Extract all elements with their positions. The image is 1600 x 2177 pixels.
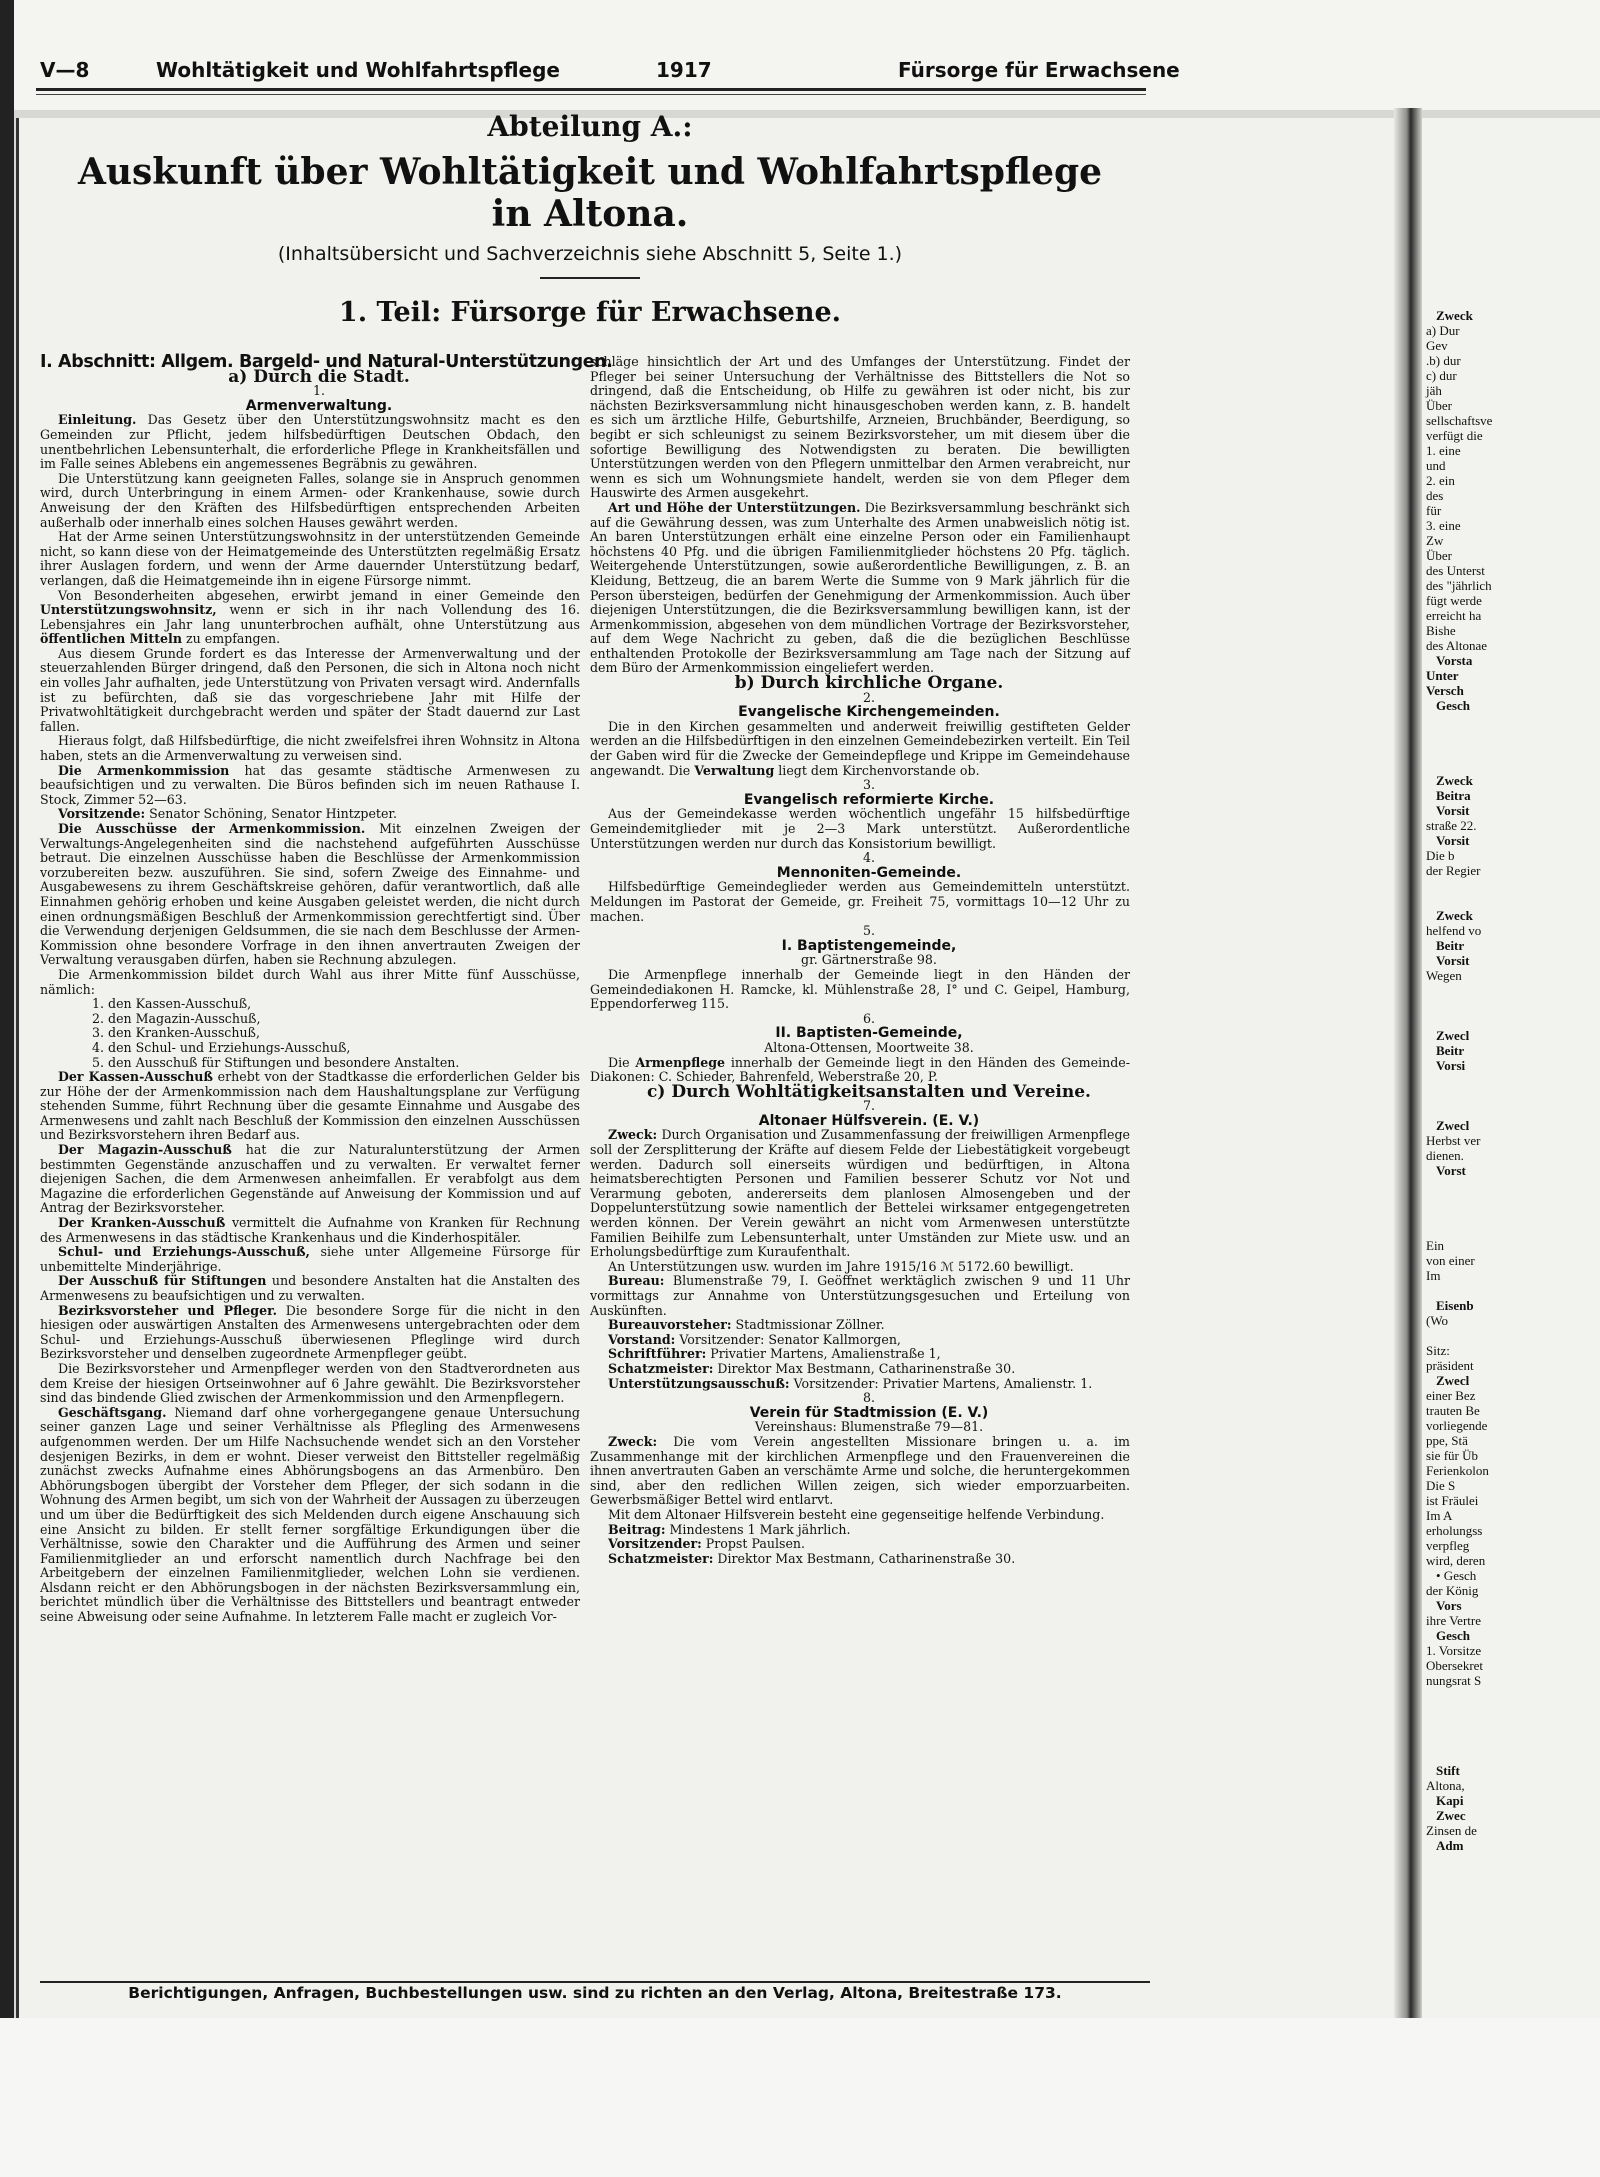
facing-page-fragment: Gesch — [1436, 1628, 1470, 1643]
facing-page-fragment: Vorsit — [1436, 833, 1470, 848]
facing-page-fragment: Zweck — [1436, 908, 1473, 923]
facing-page-fragment: Bishe — [1426, 623, 1456, 638]
paragraph: Vorstand: Vorsitzender: Senator Kallmorgen, — [608, 1331, 901, 1347]
part-title: 1. Teil: Fürsorge für Erwachsene. — [338, 297, 842, 328]
book-title: Wohltätigkeit und Wohlfahrtspflege — [156, 58, 560, 82]
paragraph: Hilfsbedürftige Gemeindeglieder werden aus Gemeindemitteln unterstützt. Meldungen im Pastorat der Gemeide, gr. Freiheit 75, vormittags 10—12 Uhr zu machen. — [590, 879, 1130, 924]
paragraph: Art und Höhe der Unterstützungen. Die Bezirksversammlung beschränkt sich auf die Gewährung dessen, was zum Unterhalte des Armen unabweislich nötig ist. An baren Unterstützungen erhält eine einzelne Person oder ein Familienhaupt höchstens 40 Pfg. und die übrigen Familienmitglieder höchstens 20 Pfg. täglich. Weitergehende Unterstützungen, sowie außerordentliche Bewilligungen, z. B. an Kleidung, Bettzeug, die an barem Werte die Summe von 9 Mark jährlich für die Person übersteigen, bedürfen der Genehmigung der Armenkommission. Auch über diejenigen Unterstützungen, die die Bezirksversammlung bewilligen kann, ist der Armenkommission, abgesehen von dem mündlichen Vortrage der Bezirksvorsteher, auf dem Wege Nachricht zu geben, daß die die bezüglichen Beschlüsse enthaltenden Protokolle der Bezirksversammlung am Tage nach der Sitzung auf dem Büro der Armenkommission eingeliefert werden. — [590, 499, 1130, 676]
paragraph: Die Armenpflege innerhalb der Gemeinde liegt in den Händen der Gemeindediakonen H. Ramcke, kl. Mühlenstraße 28, I° und C. Geipel, Hamburg, Eppendorferweg 115. — [590, 966, 1130, 1012]
facing-page-fragment: der König — [1426, 1583, 1479, 1598]
publisher-footer: Berichtigungen, Anfragen, Buchbestellungen usw. sind zu richten an den Verlag, Altona, Breitestraße 173. — [128, 1984, 1062, 2002]
paragraph: Zweck: Durch Organisation und Zusammenfassung der freiwilligen Armenpflege soll der Zersplitterung der Kräfte auf diesem Felde der Liebestätigkeit vorgebeugt werden. Dadurch soll einerseits würdigen und bedürftigen, in Altona heimatsberechtigten Personen und Familien besserer Schutz vor Not und Verarmung geboten, andererseits dem planlosen Almosengeben und der Doppelunterstützung sowie namentlich der Bettelei wirksamer entgegengetreten werden können. Der Verein gewährt an nicht vom Armenwesen unterstützte Familien Beihilfe zum Lebensunterhalt, unter Umständen zur Miete usw. und an Erholungsbedürftige zum Kuraufenthalt. — [590, 1127, 1130, 1260]
section-a-heading: a) Durch die Stadt. — [228, 366, 410, 387]
facing-page-fragment: verfügt die — [1426, 428, 1483, 443]
facing-page-fragment: Stift — [1436, 1763, 1460, 1778]
paragraph: Bureauvorsteher: Stadtmissionar Zöllner. — [608, 1317, 885, 1333]
paragraph: Der Magazin-Ausschuß hat die zur Naturalunterstützung der Armen bestimmten Gegenstände anzuschaffen und zu verwalten. Er verwaltet ferner diejenigen Sachen, die dem Armenwesen anheimfallen. Er verabfolgt aus dem Magazine die erforderlichen Gegenstände auf Anweisung der Kommission und auf Antrag der Bezirksvorsteher. — [40, 1142, 580, 1216]
facing-page-fragment: • Gesch — [1436, 1568, 1477, 1583]
facing-page-fragment: Beitra — [1436, 788, 1471, 803]
paragraph: Die Unterstützung kann geeigneten Falles, solange sie in Anspruch genommen wird, durch Unterbringung in einem Armen- oder Krankenhause, sowie durch Anweisung der den Kräften des Hilfsbedürftigen entsprechenden Arbeiten außerhalb oder innerhalb eines solchen Hauses gewährt werden. — [40, 470, 580, 530]
paragraph: Einleitung. Das Gesetz über den Unterstützungswohnsitz macht es den Gemeinden zur Pflicht, jedem hilfsbedürftigen Deutschen Obdach, den unentbehrlichen Lebensunterhalt, die erforderliche Pflege in Krankheitsfällen und im Falle seines Ablebens ein angemessenes Begräbnis zu gewähren. — [40, 412, 580, 472]
facing-page-fragment: ihre Vertre — [1426, 1613, 1481, 1628]
facing-page-fragment: Eisenb — [1436, 1298, 1474, 1313]
facing-page-fragment: Ferienkolon — [1426, 1463, 1489, 1478]
section-c-heading: c) Durch Wohltätigkeitsanstalten und Vereine. — [647, 1081, 1091, 1102]
org-heading: I. Baptistengemeinde, — [781, 937, 957, 954]
entry-number: 4. — [862, 850, 876, 866]
facing-page-fragment: Vors — [1436, 1598, 1462, 1613]
facing-page-fragment: Die S — [1426, 1478, 1456, 1493]
facing-page-fragment: vorliegende — [1426, 1418, 1488, 1433]
right-column — [590, 355, 1130, 1566]
entry-number: 1. — [312, 383, 326, 399]
facing-page-fragment: Zweck — [1436, 773, 1473, 788]
facing-page-fragment: Über — [1426, 548, 1452, 563]
facing-page-fragment: einer Bez — [1426, 1388, 1476, 1403]
facing-page-fragment: nungsrat S — [1426, 1673, 1482, 1688]
entry-number: 5. — [862, 923, 876, 939]
paragraph: Aus diesem Grunde fordert es das Interesse der Armenverwaltung und der steuerzahlenden Bürger dringend, daß den Personen, die sich in Altona noch nicht ein volles Jahr aufhalten, jede Unterstützung von Privaten versagt wird. Andernfalls ist zu befürchten, daß sie das vorgeschriebene Jahr mit Hilfe der Privatwohltätigkeit durchgebracht werden und später der Stadt dauernd zur Last fallen. — [40, 645, 580, 734]
running-header — [28, 50, 1180, 90]
paragraph: Aus der Gemeindekasse werden wöchentlich ungefähr 15 hilfsbedürftige Gemeindemitglieder mit je 2—3 Mark unterstützt. Außerordentliche Unterstützungen werden nur durch das Konsistorium bewilligt. — [590, 806, 1130, 851]
list-item: 1. den Kassen-Ausschuß, — [92, 996, 252, 1012]
facing-page-fragment: Vorsi — [1436, 1058, 1466, 1073]
org-address: gr. Gärtnerstraße 98. — [801, 952, 937, 968]
paragraph: Die Armenkommission hat das gesamte städtische Armenwesen zu beaufsichtigen und zu verwalten. Die Büros befinden sich im neuen Rathause I. Stock, Zimmer 52—63. — [40, 762, 580, 807]
facing-page-fragment: (Wo — [1426, 1313, 1449, 1328]
book-gutter — [1394, 108, 1422, 2018]
paragraph: Die Armenpflege innerhalb der Gemeinde liegt in den Händen des Gemeinde-Diakonen: C. Schieder, Bahrenfeld, Weberstraße 20, P. — [590, 1054, 1130, 1085]
org-address: Vereinshaus: Blumenstraße 79—81. — [754, 1419, 984, 1435]
paragraph: Schatzmeister: Direktor Max Bestmann, Catharinenstraße 30. — [608, 1550, 1016, 1566]
facing-page-fragment: Zwecl — [1436, 1118, 1470, 1133]
paragraph: An Unterstützungen usw. wurden im Jahre 1915/16 ℳ 5172.60 bewilligt. — [608, 1258, 1074, 1274]
facing-page-fragment: Die b — [1426, 848, 1455, 863]
facing-page-fragment: Zinsen de — [1426, 1823, 1477, 1838]
facing-page-fragment: Zwecl — [1436, 1028, 1470, 1043]
facing-page-fragment: fügt werde — [1426, 593, 1482, 608]
entry-number: 8. — [862, 1390, 876, 1406]
facing-page-fragment: 3. eine — [1426, 518, 1461, 533]
entry-number: 6. — [862, 1010, 876, 1026]
facing-page-fragment: Ein — [1426, 1238, 1445, 1253]
org-heading: Altonaer Hülfsverein. (E. V.) — [758, 1112, 980, 1129]
facing-page-fragment: Zweck — [1436, 308, 1473, 323]
footer-rule — [40, 1981, 1150, 1983]
scan-edge — [0, 0, 14, 2177]
title-rule — [540, 277, 640, 279]
facing-page-fragment: Versch — [1426, 683, 1464, 698]
header-rule-thin — [36, 94, 1146, 95]
facing-page-fragment: Vorsta — [1436, 653, 1473, 668]
facing-page-fragment: dienen. — [1426, 1148, 1464, 1163]
paragraph: Der Kranken-Ausschuß vermittelt die Aufnahme von Kranken für Rechnung des Armenwesens in das städtische Krankenhaus und die Kinderhospitäler. — [40, 1215, 580, 1245]
facing-page-fragment: helfend vo — [1426, 923, 1482, 938]
facing-page-fragment: wird, deren — [1426, 1553, 1486, 1568]
facing-page-fragment: Sitz: — [1426, 1343, 1450, 1358]
paragraph: Von Besonderheiten abgesehen, erwirbt jemand in einer Gemeinde den Unterstützungswohnsitz, wenn er sich in ihr nach Vollendung des 16. Lebensjahres ein Jahr lang ununterbrochen aufhält, ohne Unterstützung aus öffentlichen Mitteln zu empfangen. — [40, 587, 580, 647]
facing-page-fragment: jäh — [1426, 383, 1442, 398]
list-item: 2. den Magazin-Ausschuß, — [92, 1010, 261, 1026]
label: Einleitung. — [58, 412, 137, 428]
list-item: 4. den Schul- und Erziehungs-Ausschuß, — [92, 1039, 351, 1055]
facing-page-fragment: Zwec — [1436, 1808, 1466, 1823]
list-item: 5. den Ausschuß für Stiftungen und besondere Anstalten. — [92, 1054, 460, 1070]
paragraph: Unterstützungsausschuß: Vorsitzender: Privatier Martens, Amalienstr. 1. — [608, 1375, 1093, 1391]
paragraph: Geschäftsgang. Niemand darf ohne vorhergegangene genaue Untersuchung seiner ganzen Lage und seiner Verhältnisse als Pflegling des Armenwesens aufgenommen werden. Der um Hilfe Nachsuchende wendet sich an den Vorsteher desjenigen Bezirks, in dem er wohnt. Dieser verweist den Bittsteller regelmäßig zunächst zwecks Aufnahme eines Abhörungsbogens an das Armenbüro. Den Abhörungsbogen übergibt der Vorsteher dem Pfleger, der sich sodann in die Wohnung des Armen begibt, um sich von der Wahrheit der Aussagen zu überzeugen und um über die Bedürftigkeit des sich Meldenden durch eigene Anschauung sich eine Ansicht zu bilden. Er stellt ferner sorgfältige Erkundigungen über die Verhältnisse, sowie den Charakter und die Aufführung des Armen und seiner Familienmitglieder an und erforscht namentlich durch Nachfrage bei den Arbeitgebern der einzelnen Familienmitglieder, welchen Lohn sie verdienen. Alsdann reicht er den Abhörungsbogen in der nächsten Bezirksversammlung ein, berichtet mündlich über die Verhältnisse des Bittstellers und beantragt entweder seine Abweisung oder seine Aufnahme. In letzterem Falle macht er zugleich Vor- — [40, 1404, 580, 1625]
paragraph: Vorsitzender: Propst Paulsen. — [608, 1536, 806, 1552]
paragraph: Vorsitzende: Senator Schöning, Senator Hintzpeter. — [58, 806, 398, 822]
abschnitt-heading: I. Abschnitt: Allgem. Bargeld- und Natural-Unterstützungen. — [40, 352, 613, 372]
facing-page-fragment: trauten Be — [1426, 1403, 1480, 1418]
scan-bottom-margin — [0, 2018, 1600, 2177]
facing-page-fragment: des Unterst — [1426, 563, 1485, 578]
facing-page-fragment: Beitr — [1436, 938, 1465, 953]
facing-page-fragment: Vorsit — [1436, 803, 1470, 818]
left-column — [40, 352, 613, 1625]
facing-page-fragment: Vorst — [1436, 1163, 1466, 1178]
title-block — [40, 100, 1140, 328]
paragraph: Schriftführer: Privatier Martens, Amalienstraße 1, — [608, 1346, 941, 1362]
facing-page-fragment: Wegen — [1426, 968, 1462, 983]
paragraph: Schul- und Erziehungs-Ausschuß, siehe unter Allgemeine Fürsorge für unbemittelte Minderjährige. — [40, 1244, 580, 1274]
contents-note: (Inhaltsübersicht und Sachverzeichnis siehe Abschnitt 5, Seite 1.) — [277, 243, 903, 265]
facing-page-fragment: Beitr — [1436, 1043, 1465, 1058]
org-heading: Verein für Stadtmission (E. V.) — [749, 1404, 989, 1421]
facing-page-fragment: Gev — [1426, 338, 1448, 353]
paragraph: Der Ausschuß für Stiftungen und besondere Anstalten hat die Anstalten des Armenwesens zu beaufsichtigen und zu verwalten. — [40, 1273, 580, 1303]
paragraph: schläge hinsichtlich der Art und des Umfanges der Unterstützung. Findet der Pfleger bei seiner Untersuchung der Verhältnisse des Bittstellers die Not so dringend, daß die Entscheidung, ob Hilfe zu gewähren ist oder nicht, bis zur nächsten Bezirksversammlung nicht hinausgeschoben werden kann, z. B. handelt es sich um ärztliche Hilfe, Geburtshilfe, Arzneien, Bruchbänder, Beerdigung, so begibt er sich schleunigst zu seinem Bezirksvorsteher, um mit diesem über die sofortige Bewilligung des Notwendigsten zu beraten. Die bewilligten Unterstützungen werden von den Pflegern unmittelbar den Armen verabreicht, nur wenn es sich um Wohnungsmiete handelt, werden sie von dem Pfleger dem Hauswirte des Armen ausgekehrt. — [590, 354, 1130, 501]
header-section: Fürsorge für Erwachsene — [898, 58, 1180, 82]
section-b-heading: b) Durch kirchliche Organe. — [734, 673, 1004, 694]
facing-page-fragment: verpfleg — [1426, 1538, 1470, 1553]
paragraph: Hat der Arme seinen Unterstützungswohnsitz in der unterstützenden Gemeinde nicht, so kann diese von der Heimatgemeinde des Unterstützten regelmäßig Ersatz ihrer Auslagen fordern, und wenn der Arme dauernder Unterstützung bedarf, verlangen, daß die Heimatgemeinde ihn in eigene Fürsorge nimmt. — [40, 529, 580, 588]
header-year: 1917 — [656, 58, 712, 82]
org-heading: II. Baptisten-Gemeinde, — [775, 1025, 963, 1042]
paragraph: Schatzmeister: Direktor Max Bestmann, Catharinenstraße 30. — [608, 1360, 1016, 1376]
main-title — [40, 151, 1140, 235]
paragraph: Die in den Kirchen gesammelten und anderweit freiwillig gestifteten Gelder werden an die Hilfsbedürftigen in den einzelnen Gemeindebezirken verteilt. Ein Teil der Gaben wird für die Zwecke der Gemeindepflege und Krippe im Gemeindehause angewandt. Die Verwaltung liegt dem Kirchenvorstande ob. — [590, 718, 1130, 778]
facing-page-fragment: des Altonae — [1426, 638, 1488, 653]
main-title-line2: in Altona. — [491, 193, 689, 235]
paragraph: Bureau: Blumenstraße 79, I. Geöffnet werktäglich zwischen 9 und 11 Uhr vormittags zur Annahme von Unterstützungsgesuchen und Erteilung von Auskünften. — [590, 1273, 1130, 1318]
facing-page-fragment: Im A — [1426, 1508, 1453, 1523]
abteilung-label: Abteilung A.: — [487, 110, 693, 143]
paragraph: Hieraus folgt, daß Hilfsbedürftige, die nicht zweifelsfrei ihren Wohnsitz in Altona haben, stets an die Armenverwaltung zu verweisen sind. — [40, 733, 580, 764]
facing-page-fragment: sellschaftsve — [1426, 413, 1493, 428]
paragraph: Die Armenkommission bildet durch Wahl aus ihrer Mitte fünf Ausschüsse, nämlich: — [40, 966, 580, 997]
facing-page-fragment: c) dur — [1426, 368, 1457, 383]
facing-page-fragment: Zw — [1426, 533, 1444, 548]
facing-page-fragment: präsident — [1426, 1358, 1474, 1373]
facing-page-fragment: von einer — [1426, 1253, 1475, 1268]
org-heading: Evangelische Kirchengemeinden. — [738, 704, 1000, 721]
facing-page-fragment: sie für Üb — [1426, 1448, 1478, 1463]
facing-page-fragment: 1. Vorsitze — [1426, 1643, 1482, 1658]
facing-page-fragment: Über — [1426, 398, 1452, 413]
facing-page-fragment: Altona, — [1426, 1778, 1465, 1793]
facing-page-fragment: erholungss — [1426, 1523, 1483, 1538]
paragraph: Die Ausschüsse der Armenkommission. Mit einzelnen Zweigen der Verwaltungs-Angelegenheiten sind die nachstehend aufgeführten Ausschüsse betraut. Die einzelnen Ausschüsse haben die Beschlüsse der Armenkommission vorzubereiten bezw. auszuführen. Sie sind, sofern Zweige des Einnahme- und Ausgabewesens zu ihrem Geschäftskreise gehören, dafür verantwortlich, daß alle Einnahmen gehörig erhoben und keine Ausgaben geleistet werden, die nicht durch einen ordnungsmäßigen Beschluß der Armenkommission gerechtfertigt sind. Über die Verwendung derjenigen Geldsummen, die sie nach dem Beschlusse der Armen-Kommission ohne besondere Vorfrage in den ihnen anvertrauten Zweigen der Verwaltung verausgaben dürfen, haben sie Rechnung abzulegen. — [40, 821, 580, 968]
list-item: 3. den Kranken-Ausschuß, — [92, 1025, 260, 1041]
entry-number: 2. — [862, 689, 876, 705]
main-title-line1: Auskunft über Wohltätigkeit und Wohlfahrtspflege — [77, 151, 1103, 193]
facing-page-fragment: Kapi — [1436, 1793, 1464, 1808]
facing-page-fragment: Im — [1426, 1268, 1441, 1283]
paragraph: Zweck: Die vom Verein angestellten Missionare bringen u. a. im Zusammenhange mit der kirchlichen Armenpflege und den Frauenvereinen die ihnen anvertrauten Gaben an verschämte Arme und solche, die heruntergekommen sind, aber den redlichen Willen zeigen, sich wieder emporzuarbeiten. Gewerbsmäßiger Bettel wird entlarvt. — [590, 1433, 1130, 1508]
facing-page-fragment: erreicht ha — [1426, 608, 1482, 623]
org-address: Altona-Ottensen, Moortweite 38. — [764, 1039, 974, 1055]
header-rule — [36, 88, 1146, 91]
page-number: V—8 — [40, 58, 90, 82]
org-heading-armenverwaltung: Armenverwaltung. — [245, 397, 393, 414]
paragraph: Bezirksvorsteher und Pfleger. Die besondere Sorge für die nicht in den hiesigen oder auswärtigen Anstalten des Armenwesens untergebrachten oder dem Schul- und Erziehungs-Ausschuß überwiesenen Pfleglinge wird durch Bezirksvorsteher und denselben zugeordnete Armenpfleger geübt. — [40, 1302, 580, 1362]
facing-page-fragment: für — [1426, 503, 1442, 518]
entry-number: 7. — [862, 1098, 876, 1114]
org-heading: Evangelisch reformierte Kirche. — [743, 791, 995, 808]
paragraph: Der Kassen-Ausschuß erhebt von der Stadtkasse die erforderlichen Gelder bis zur Höhe der der Armenkommission nach dem Haushaltungsplane zur Verfügung stehenden Summe, führt Rechnung über die gesamte Einnahme und Ausgabe des Armenwesens und zahlt nach Beschluß der Kommission den einzelnen Ausschüssen und Bezirksvorstehern ihren Bedarf aus. — [40, 1069, 580, 1143]
facing-page-fragment: a) Dur — [1426, 323, 1460, 338]
facing-page-fragment: 2. ein — [1426, 473, 1455, 488]
facing-page-fragment: Unter — [1426, 668, 1459, 683]
committee-list — [40, 997, 580, 1070]
facing-page-fragment: des "jährlich — [1426, 578, 1492, 593]
facing-page-fragment: Obersekret — [1426, 1658, 1484, 1673]
org-heading: Mennoniten-Gemeinde. — [776, 864, 962, 881]
paragraph: Mit dem Altonaer Hilfsverein besteht eine gegenseitige helfende Verbindung. — [608, 1506, 1105, 1522]
entry-number: 3. — [862, 777, 876, 793]
facing-page-fragment: Gesch — [1436, 698, 1470, 713]
facing-page-fragment: Zwecl — [1436, 1373, 1470, 1388]
facing-page-fragment: Herbst ver — [1426, 1133, 1481, 1148]
facing-page-fragment: und — [1426, 458, 1446, 473]
facing-page-fragment: des — [1426, 488, 1444, 503]
facing-page-fragment: Vorsit — [1436, 953, 1470, 968]
facing-page-fragment: straße 22. — [1426, 818, 1477, 833]
facing-page-fragment: der Regier — [1426, 863, 1481, 878]
facing-page — [1422, 118, 1600, 2018]
facing-page-fragment: 1. eine — [1426, 443, 1461, 458]
facing-page-fragment: ppe, Stä — [1426, 1433, 1468, 1448]
paragraph: Die Bezirksvorsteher und Armenpfleger werden von den Stadtverordneten aus dem Kreise der hiesigen Ortseinwohner auf 6 Jahre gewählt. Die Bezirksvorsteher sind das bindende Glied zwischen der Armenkommission und den Armenpflegern. — [40, 1360, 580, 1406]
facing-page-fragment: .b) dur — [1426, 353, 1461, 368]
facing-page-fragment: Adm — [1436, 1838, 1464, 1853]
facing-page-fragment: ist Fräulei — [1426, 1493, 1479, 1508]
paragraph: Beitrag: Mindestens 1 Mark jährlich. — [608, 1521, 851, 1537]
